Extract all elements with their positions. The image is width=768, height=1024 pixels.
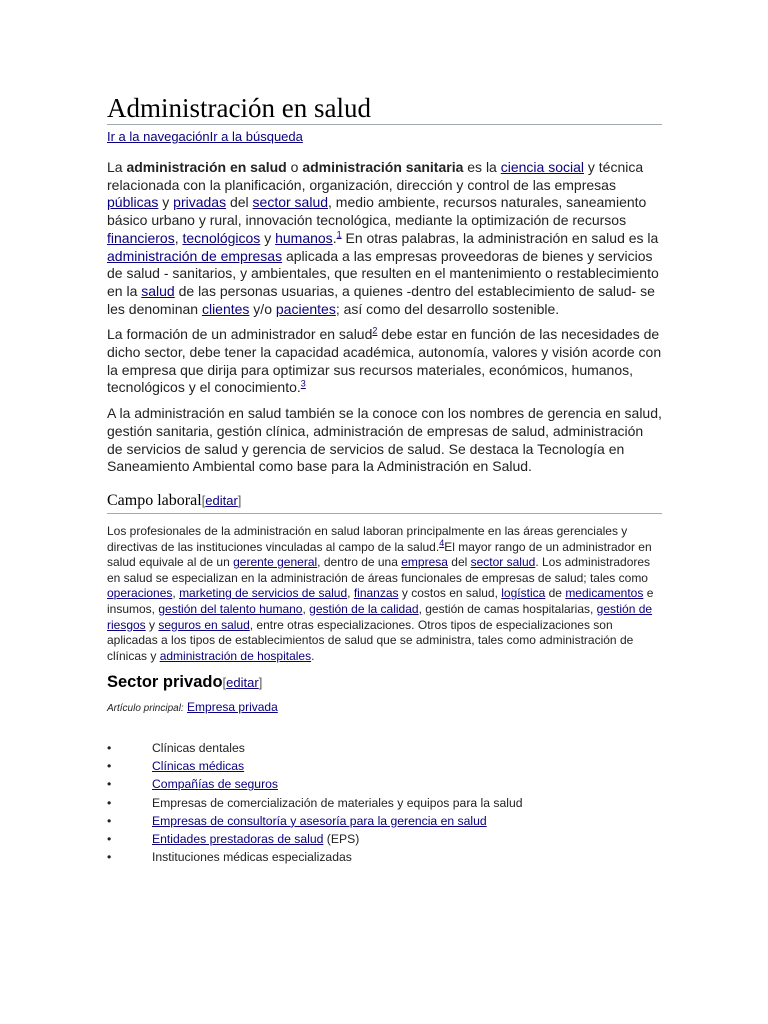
link-privadas[interactable]: privadas xyxy=(173,194,227,211)
page-title: Administración en salud xyxy=(107,93,662,125)
text: , gestión de camas hospitalarias, xyxy=(418,601,597,616)
sector-privado-list xyxy=(107,739,662,866)
bracket: ] xyxy=(258,675,263,691)
list-item-text: Instituciones médicas especializadas xyxy=(152,849,352,864)
bracket: [ xyxy=(222,675,227,691)
list-item-link[interactable]: Empresas de consultoría y asesoría para la gerencia en salud xyxy=(152,813,487,828)
link-clientes[interactable]: clientes xyxy=(201,300,250,317)
text: . xyxy=(332,229,337,246)
reference-4[interactable]: 4 xyxy=(439,537,445,548)
text: , xyxy=(172,586,180,601)
reference-1[interactable]: 1 xyxy=(336,229,342,240)
link-pacientes[interactable]: pacientes xyxy=(275,300,336,317)
text: de las personas usuarias, a quienes -dentro del establecimiento de salud- se les denominan xyxy=(107,282,655,317)
section-title: Campo laboral xyxy=(107,491,202,509)
list-item xyxy=(107,794,662,812)
text: La formación de un administrador en salud xyxy=(107,326,373,343)
text: A la administración en salud también se la conoce con los nombres de gerencia en salud, gestión sanitaria, gestión clínica, administración de empresas de salud, administración de servicios de salud y gerencia de servicios de salud. Se destaca la Tecnología en Saneamiento Ambiental como base para la Administración en Salud. xyxy=(107,405,662,475)
jump-to-navigation-link[interactable]: Ir a la navegación xyxy=(107,129,210,144)
list-item xyxy=(107,757,662,775)
formation-paragraph xyxy=(107,326,662,397)
intro-paragraph xyxy=(107,159,662,318)
link-gerente-general[interactable]: gerente general xyxy=(233,555,318,570)
link-administracion-de-empresas[interactable]: administración de empresas xyxy=(107,247,283,264)
bullet-icon: • xyxy=(107,831,112,846)
list-item-link[interactable]: Entidades prestadoras de salud xyxy=(152,831,324,846)
edit-section-link-wrapper xyxy=(202,493,242,508)
text: , xyxy=(347,586,354,601)
main-article-hatnote xyxy=(107,699,662,717)
bracket: [ xyxy=(201,492,206,508)
link-tecnologicos[interactable]: tecnológicos xyxy=(182,229,261,246)
bullet-icon: • xyxy=(107,759,112,774)
list-item-text: Clínicas dentales xyxy=(152,741,245,756)
text: , xyxy=(302,601,310,616)
bullet-icon: • xyxy=(107,741,112,756)
list-item-text: Empresas de comercialización de materiales y equipos para la salud xyxy=(152,795,523,810)
link-marketing[interactable]: marketing de servicios de salud xyxy=(179,586,348,601)
text: y xyxy=(260,229,276,246)
list-item xyxy=(107,812,662,830)
link-humanos[interactable]: humanos xyxy=(275,229,333,246)
bullet-icon: • xyxy=(107,849,112,864)
link-medicamentos[interactable]: medicamentos xyxy=(565,586,644,601)
text: ; así como del desarrollo sostenible. xyxy=(335,300,560,317)
text: La xyxy=(107,159,127,175)
link-empresa[interactable]: empresa xyxy=(401,555,448,570)
link-ciencia-social[interactable]: ciencia social xyxy=(500,159,584,175)
text: y/o xyxy=(249,300,276,317)
section-heading-campo-laboral xyxy=(107,491,662,514)
link-publicas[interactable]: públicas xyxy=(107,194,159,211)
link-empresa-privada[interactable]: Empresa privada xyxy=(187,700,278,715)
link-operaciones[interactable]: operaciones xyxy=(107,586,173,601)
link-gestion-calidad[interactable]: gestión de la calidad xyxy=(309,601,419,616)
link-sector-salud[interactable]: sector salud xyxy=(252,194,329,211)
bold-term: administración en salud xyxy=(126,159,287,175)
section-title: Sector privado xyxy=(107,673,223,692)
bullet-icon: • xyxy=(107,777,112,792)
list-item xyxy=(107,739,662,757)
edit-section-link[interactable]: editar xyxy=(205,492,238,508)
link-logistica[interactable]: logística xyxy=(501,586,546,601)
link-salud[interactable]: salud xyxy=(141,282,175,299)
list-item-link[interactable]: Clínicas médicas xyxy=(152,759,245,774)
text: es la xyxy=(463,159,501,175)
text: o xyxy=(286,159,303,175)
text: del xyxy=(447,555,471,570)
text: En otras palabras, la administración en salud es la xyxy=(341,229,659,246)
link-seguros-salud[interactable]: seguros en salud xyxy=(158,617,250,632)
link-finanzas[interactable]: finanzas xyxy=(353,586,399,601)
reference-3[interactable]: 3 xyxy=(300,378,306,389)
edit-section-link-wrapper xyxy=(223,675,263,690)
hatnote-label: Artículo principal: xyxy=(107,703,184,715)
article xyxy=(107,0,662,866)
text: de xyxy=(545,586,566,601)
edit-section-link[interactable]: editar xyxy=(226,675,259,691)
bracket: ] xyxy=(237,492,242,508)
text: del xyxy=(226,194,253,211)
list-item-suffix: (EPS) xyxy=(323,831,360,846)
text: debe estar en función de las necesidades de dicho sector, debe tener la capacidad académica, autonomía, valores y visión acorde con la empresa que dirija para optimizar sus recursos materiales, económicos, humanos, tecnológicos y el conocimiento. xyxy=(107,326,662,396)
jump-links xyxy=(107,129,662,145)
list-item-link[interactable]: Compañías de seguros xyxy=(152,777,279,792)
text: y costos en salud, xyxy=(398,586,502,601)
text: Los profesionales de la administración en salud laboran principalmente en las áreas gerenciales y directivas de las instituciones vinculadas al campo de la salud. xyxy=(107,523,628,554)
list-item xyxy=(107,830,662,848)
link-sector-salud[interactable]: sector salud xyxy=(470,555,536,570)
bullet-icon: • xyxy=(107,813,112,828)
link-gestion-riesgos[interactable]: gestión de riesgos xyxy=(107,601,653,632)
text: y xyxy=(158,194,174,211)
text: y técnica relacionada con la planificación, organización, dirección y control de las empresas xyxy=(107,159,644,193)
text: , medio ambiente, recursos naturales, saneamiento básico urbano y rural, innovación tecnológica, mediante la optimización de recursos xyxy=(107,194,647,229)
bold-term: administración sanitaria xyxy=(302,159,464,175)
text: , dentro de una xyxy=(317,555,402,570)
link-administracion-hospitales[interactable]: administración de hospitales xyxy=(159,648,312,663)
list-item xyxy=(107,848,662,866)
text: , entre otras especializaciones. Otros tipos de especializaciones son aplicadas a los tipos de establecimientos de salud que se administra, tales como administración de clínicas y xyxy=(107,617,634,663)
jump-to-search-link[interactable]: Ir a la búsqueda xyxy=(209,129,303,144)
section-heading-sector-privado xyxy=(107,672,662,693)
names-paragraph xyxy=(107,405,662,476)
campo-laboral-paragraph xyxy=(107,524,662,664)
link-talento-humano[interactable]: gestión del talento humano xyxy=(158,601,303,616)
reference-2[interactable]: 2 xyxy=(372,325,378,336)
text: El mayor rango de un administrador en salud equivale al de un xyxy=(107,539,652,570)
link-financieros[interactable]: financieros xyxy=(107,229,175,246)
text: . xyxy=(311,648,315,663)
text: y xyxy=(145,617,159,632)
text: . Los administradores en salud se especializan en la administración de áreas funcionales de empresas de salud; tales como xyxy=(107,555,651,585)
bullet-icon: • xyxy=(107,795,112,810)
text: , xyxy=(174,229,183,246)
text: e insumos, xyxy=(107,586,654,616)
text: aplicada a las empresas proveedoras de bienes y servicios de salud - sanitarios, y ambientales, que resulten en el mantenimiento o restablecimiento en la xyxy=(107,247,659,299)
list-item xyxy=(107,775,662,793)
